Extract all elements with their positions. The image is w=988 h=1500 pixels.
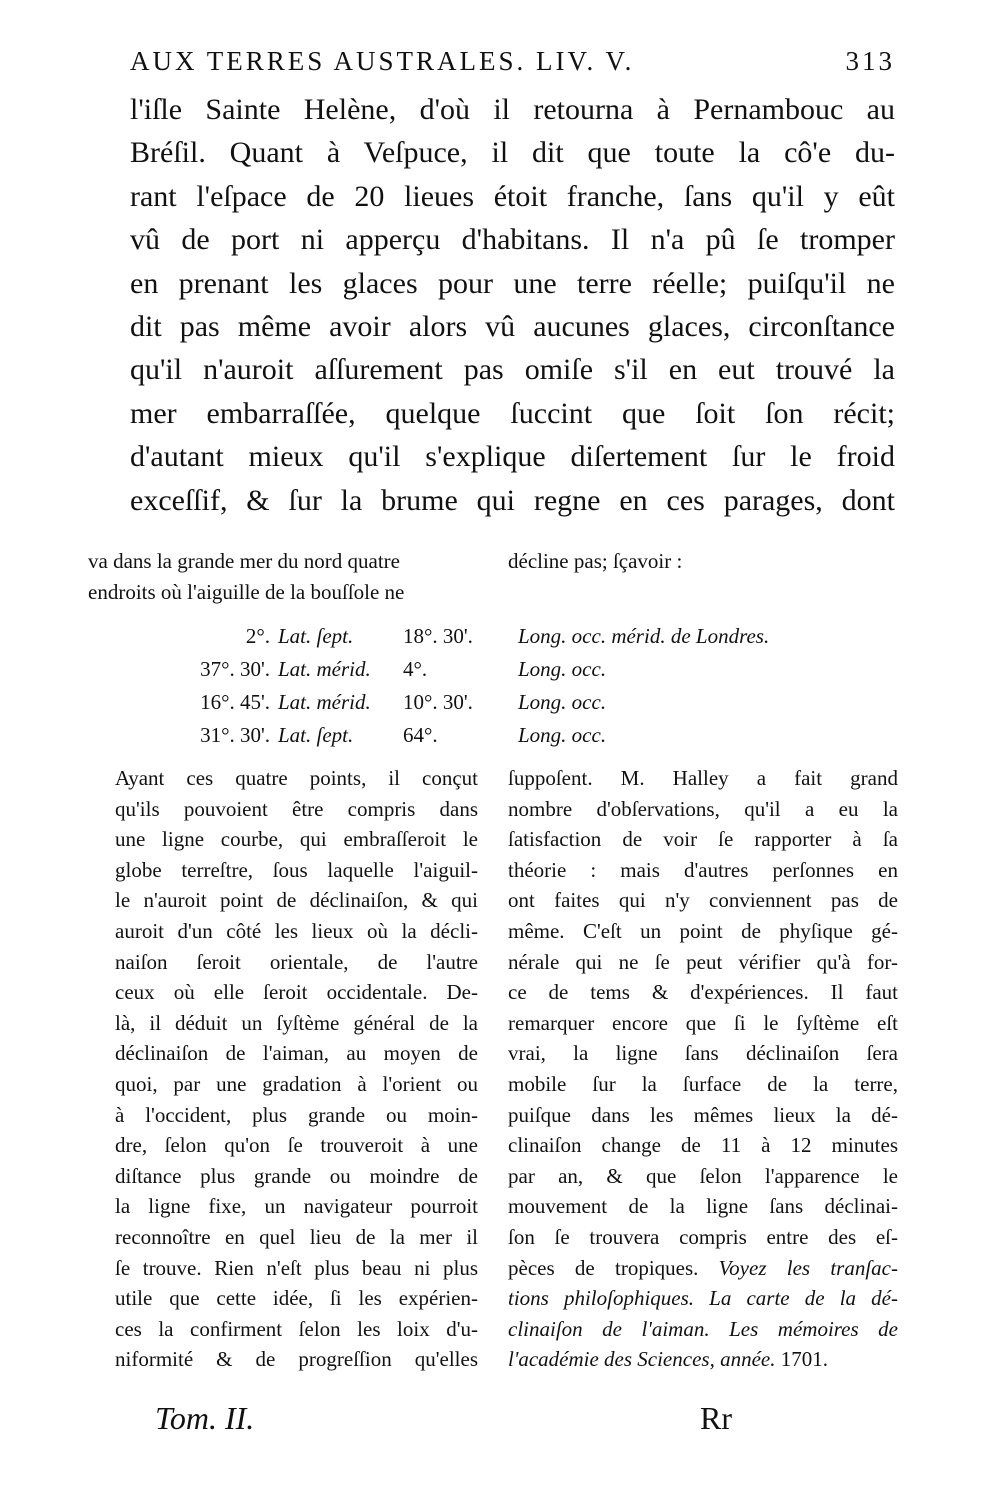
text-line: vrai, la ligne ſans déclinaiſon ſera (508, 1041, 898, 1066)
intro-right (508, 546, 898, 577)
text-line: ces la confirment ſelon les loix d'u- (115, 1316, 478, 1341)
table-cell: Long. occ. (518, 690, 607, 714)
text-line: ont faites qui n'y conviennent pas de (508, 888, 898, 913)
text-line: dre, ſelon qu'on ſe trouveroit à une (115, 1133, 478, 1158)
text-line: niformité & de progreſſion qu'elles (115, 1347, 478, 1372)
text-line: ſatisfaction de voir ſe rapporter à ſa (508, 827, 898, 852)
text-line: globe terreſtre, ſous laquelle l'aiguil- (115, 857, 478, 882)
text-line: exceſſif, & ſur la brume qui regne en ces parages, dont (130, 483, 895, 517)
citation-text: clinaiſon de l'aiman. Les mémoires de (508, 1316, 898, 1341)
text-line: mobile ſur la ſurface de la terre, (508, 1071, 898, 1096)
text-line: vû de port ni apperçu d'habitans. Il n'a pû ſe tromper (130, 223, 895, 257)
text-line: même. C'eſt un point de phyſique gé- (508, 918, 898, 943)
text-line: par an, & que ſelon l'apparence le (508, 1163, 898, 1188)
text-line: dit pas même avoir alors vû aucunes glaces, circonſtance (130, 310, 895, 344)
text-line (508, 1253, 898, 1284)
text-line: rant l'eſpace de 20 lieues étoit franche, ſans qu'il y eût (130, 179, 895, 213)
text-line: nombre d'obſervations, qu'il a eu la (508, 796, 898, 821)
table-cell: 10°. 30'. (403, 690, 473, 714)
table-cell: 37°. 30'. (200, 657, 270, 681)
text-line: utile que cette idée, ſi les expérien- (115, 1286, 478, 1311)
column-left (115, 763, 478, 1375)
text-line: qu'il n'auroit aſſurement pas omiſe s'il en eut trouvé la (130, 353, 895, 387)
text-line: la ligne fixe, un navigateur pourroit (115, 1194, 478, 1219)
table-cell: Long. occ. mérid. de Londres. (518, 624, 770, 648)
text-line: mer embarraſſée, quelque ſuccint que ſoit ſon récit; (130, 396, 895, 430)
table-row (160, 719, 769, 752)
text-line: endroits où l'aiguille de la bouſſole ne (88, 579, 405, 604)
text-line: Ayant ces quatre points, il conçut (115, 766, 478, 790)
main-text (130, 88, 895, 522)
text-line: quoi, par une gradation à l'orient ou (115, 1071, 478, 1096)
text-line: à l'occident, plus grande ou moin- (115, 1102, 478, 1127)
running-title: AUX TERRES AUSTRALES. LIV. V. (130, 46, 635, 76)
citation-text: Voyez les tranſac- (718, 1255, 898, 1280)
table-cell: 2°. (245, 624, 270, 648)
text-line: qu'ils pouvoient être compris dans (115, 796, 478, 821)
text-line: ſon ſe trouvera compris entre des eſ- (508, 1224, 898, 1249)
text-line: l'iſle Sainte Helène, d'où il retourna à Pernambouc au (130, 93, 895, 126)
text-line: théorie : mais d'autres perſonnes en (508, 857, 898, 882)
table-cell: 18°. 30'. (403, 624, 473, 648)
declination-table (160, 620, 769, 752)
text-line: naiſon ſeroit orientale, de l'autre (115, 949, 478, 974)
text-line: une ligne courbe, qui embraſſeroit le (115, 827, 478, 852)
text-line: le n'auroit point de déclinaiſon, & qui (115, 888, 478, 913)
text-line: nérale qui ne ſe peut vérifier qu'à for- (508, 949, 898, 974)
text-line: auroit d'un côté les lieux où la décli- (115, 918, 478, 943)
text-line: déclinaiſon de l'aiman, au moyen de (115, 1041, 478, 1066)
text-line (508, 1314, 898, 1345)
table-cell: 64°. (403, 723, 438, 747)
text-line: Bréſil. Quant à Veſpuce, il dit que toute la cô'e du- (130, 136, 895, 170)
text-line: d'autant mieux qu'il s'explique diſertement ſur le froid (130, 440, 895, 474)
table-row (160, 620, 769, 653)
text-line (508, 1283, 898, 1314)
table-cell: 31°. 30'. (200, 723, 270, 747)
table-cell: Lat. ſept. (278, 723, 354, 747)
text-run: pèces de tropiques. (508, 1255, 719, 1280)
table-cell: 4°. (403, 657, 428, 681)
text-line: diſtance plus grande ou moindre de (115, 1163, 478, 1188)
signature-mark: Rr (700, 1400, 732, 1436)
text-line: en prenant les glaces pour une terre réelle; puiſqu'il ne (130, 266, 895, 300)
text-line (508, 1344, 898, 1375)
text-line: décline pas; ſçavoir : (508, 549, 683, 573)
text-line: ſuppoſent. M. Halley a fait grand (508, 766, 898, 790)
citation-text: tions philoſophiques. La carte de la dé- (508, 1286, 898, 1311)
text-line: ceux où elle ſeroit occidentale. De- (115, 980, 478, 1005)
text-line: va dans la grande mer du nord quatre (88, 549, 400, 573)
text-line: reconnoître en quel lieu de la mer il (115, 1224, 478, 1249)
running-header (130, 46, 895, 77)
table-row (160, 653, 769, 686)
table-row (160, 686, 769, 719)
text-line: ce de tems & d'expériences. Il faut (508, 980, 898, 1005)
intro-left (88, 546, 478, 607)
volume-label: Tom. II. (155, 1400, 255, 1436)
table-cell: 16°. 45'. (200, 690, 270, 714)
text-line: clinaiſon change de 11 à 12 minutes (508, 1133, 898, 1158)
text-line: puiſque dans les mêmes lieux la dé- (508, 1102, 898, 1127)
table-cell: Lat. mérid. (278, 657, 371, 681)
table-cell: Lat. ſept. (278, 624, 354, 648)
text-line: là, il déduit un ſyſtème général de la (115, 1010, 478, 1035)
page-number: 313 (845, 46, 895, 76)
text-line: ſe trouve. Rien n'eſt plus beau ni plus (115, 1255, 478, 1280)
text-line: remarquer encore que ſi le ſyſtème eſt (508, 1010, 898, 1035)
table-cell: Long. occ. (518, 723, 607, 747)
citation-year: 1701. (775, 1347, 828, 1372)
citation-text: l'académie des Sciences, année. (508, 1347, 776, 1372)
table-cell: Lat. mérid. (278, 690, 371, 714)
text-line: mouvement de la ligne ſans déclinai- (508, 1194, 898, 1219)
table-cell: Long. occ. (518, 657, 607, 681)
column-right (508, 763, 898, 1375)
